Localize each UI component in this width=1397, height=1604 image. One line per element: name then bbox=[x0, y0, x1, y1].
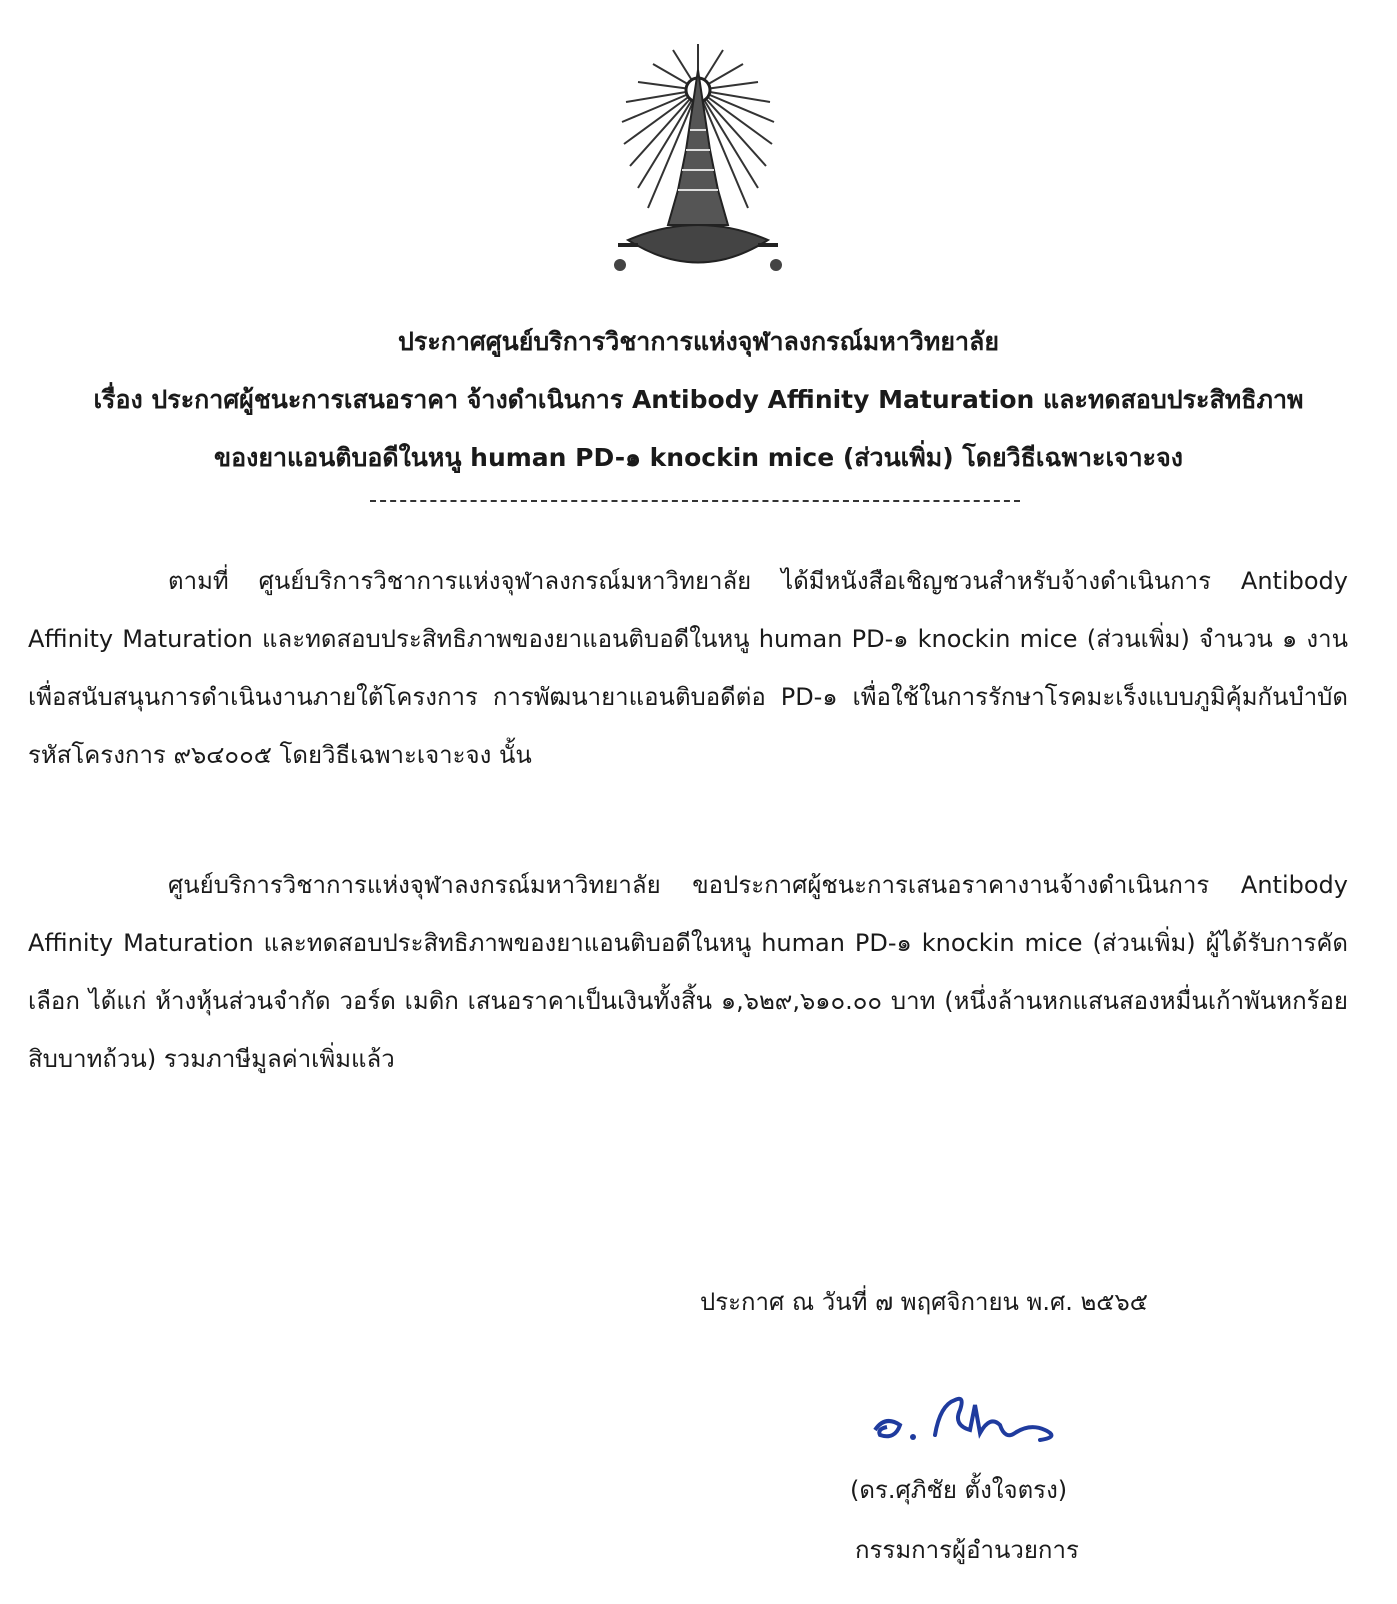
signer-position: กรรมการผู้อำนวยการ bbox=[855, 1536, 1079, 1564]
paragraph-winner-text: ศูนย์บริการวิชาการแห่งจุฬาลงกรณ์มหาวิทยาลัย ขอประกาศผู้ชนะการเสนอราคางานจ้างดำเนินการ Antibody Affinity Maturation และทดสอบประสิทธิภาพของยาแอนติบอดีในหนู human PD-๑ knockin mice (ส่วนเพิ่ม) ผู้ได้รับการคัดเลือก ได้แก่ ห้างหุ้นส่วนจำกัด วอร์ด เมดิก เสนอราคาเป็นเงินทั้งสิ้น ๑,๖๒๙,๖๑๐.๐๐ บาท (หนึ่งล้านหกแสนสองหมื่นเก้าพันหกร้อยสิบบาทถ้วน) รวมภาษีมูลค่าเพิ่มแล้ว bbox=[28, 871, 1348, 1073]
announcement-subject: เรื่อง ประกาศผู้ชนะการเสนอราคา จ้างดำเนินการ Antibody Affinity Maturation และทดสอบประสิทธิภาพ bbox=[93, 385, 1304, 414]
handwritten-signature bbox=[865, 1385, 1075, 1455]
announcement-title: ประกาศศูนย์บริการวิชาการแห่งจุฬาลงกรณ์มหาวิทยาลัย bbox=[398, 327, 999, 356]
paragraph-winner bbox=[28, 856, 1348, 1088]
paragraph-background bbox=[28, 552, 1348, 784]
signer-name: (ดร.ศุภิชัย ตั้งใจตรง) bbox=[850, 1476, 1068, 1504]
announcement-subject-continued: ของยาแอนติบอดีในหนู human PD-๑ knockin mice (ส่วนเพิ่ม) โดยวิธีเฉพาะเจาะจง bbox=[214, 443, 1183, 472]
announcement-date: ประกาศ ณ วันที่ ๗ พฤศจิกายน พ.ศ. ๒๕๖๕ bbox=[700, 1288, 1148, 1316]
paragraph-background-text: ตามที่ ศูนย์บริการวิชาการแห่งจุฬาลงกรณ์มหาวิทยาลัย ได้มีหนังสือเชิญชวนสำหรับจ้างดำเนินการ Antibody Affinity Maturation และทดสอบประสิทธิภาพของยาแอนติบอดีในหนู human PD-๑ knockin mice (ส่วนเพิ่ม) จำนวน ๑ งาน เพื่อสนับสนุนการดำเนินงานภายใต้โครงการ การพัฒนายาแอนติบอดีต่อ PD-๑ เพื่อใช้ในการรักษาโรคมะเร็งแบบภูมิคุ้มกันบำบัด รหัสโครงการ ๙๖๔๐๐๕ โดยวิธีเฉพาะเจาะจง นั้น bbox=[28, 567, 1348, 769]
university-emblem-icon bbox=[598, 40, 798, 300]
dashed-divider bbox=[370, 500, 1020, 502]
